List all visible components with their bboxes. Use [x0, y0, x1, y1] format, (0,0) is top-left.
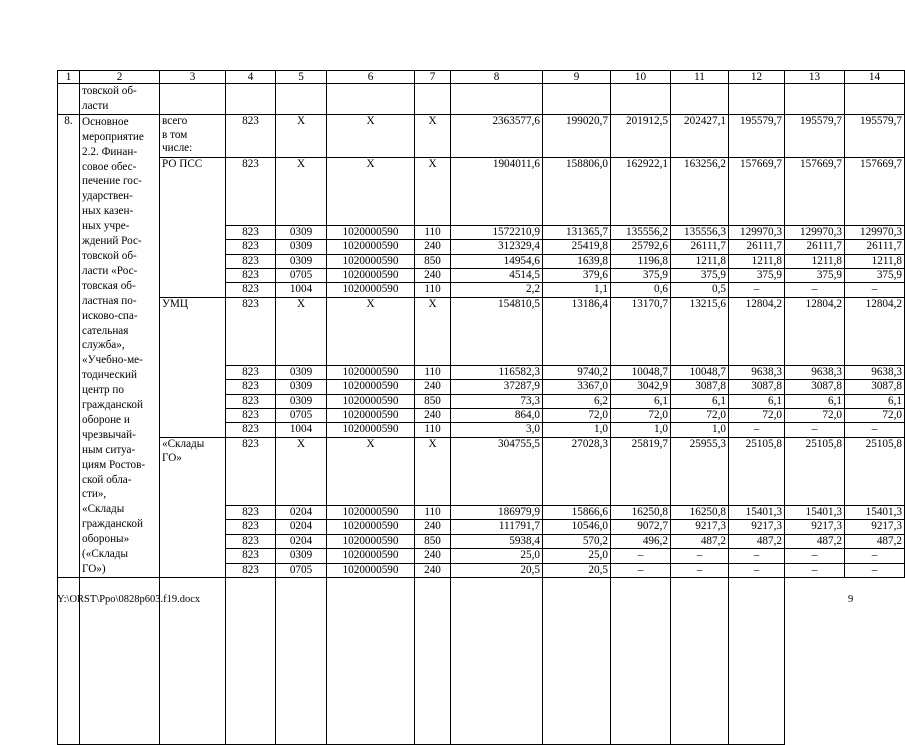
target-code-cell: X: [327, 114, 415, 157]
amount-cell: 135556,2: [611, 225, 671, 239]
empty-cell: [729, 577, 785, 744]
admin-code-cell: 823: [226, 157, 276, 225]
amount-cell: 26111,7: [729, 240, 785, 254]
amount-cell: –: [729, 283, 785, 297]
empty-cell: [415, 577, 451, 744]
column-number-header: 11: [671, 71, 729, 84]
amount-cell: 25819,7: [611, 437, 671, 505]
amount-cell: 25105,8: [729, 437, 785, 505]
amount-cell: 312329,4: [451, 240, 543, 254]
subordinate-label: всего в том числе:: [160, 114, 226, 157]
amount-cell: 13186,4: [543, 297, 611, 365]
section-code-cell: 0204: [276, 520, 327, 534]
amount-cell: 3087,8: [785, 380, 845, 394]
amount-cell: 375,9: [671, 269, 729, 283]
amount-cell: 195579,7: [729, 114, 785, 157]
section-code-cell: X: [276, 114, 327, 157]
amount-cell: 72,0: [543, 409, 611, 423]
target-code-cell: 1020000590: [327, 520, 415, 534]
amount-cell: –: [845, 283, 905, 297]
column-number-header: 5: [276, 71, 327, 84]
empty-cell: [451, 577, 543, 744]
section-code-cell: 0309: [276, 365, 327, 379]
amount-cell: –: [729, 563, 785, 577]
amount-cell: 487,2: [671, 534, 729, 548]
continuation-description: товской об- ласти: [80, 84, 160, 115]
admin-code-cell: 823: [226, 505, 276, 519]
amount-cell: 199020,7: [543, 114, 611, 157]
amount-cell: 487,2: [729, 534, 785, 548]
expense-type-cell: 110: [415, 283, 451, 297]
amount-cell: 9217,3: [671, 520, 729, 534]
amount-cell: –: [845, 423, 905, 437]
target-code-cell: 1020000590: [327, 549, 415, 563]
expense-type-cell: 110: [415, 505, 451, 519]
amount-cell: 375,9: [845, 269, 905, 283]
amount-cell: 25792,6: [611, 240, 671, 254]
section-code-cell: X: [276, 437, 327, 505]
amount-cell: 131365,7: [543, 225, 611, 239]
amount-cell: 154810,5: [451, 297, 543, 365]
amount-cell: 72,0: [845, 409, 905, 423]
expense-type-cell: 240: [415, 380, 451, 394]
empty-cell: [226, 84, 276, 115]
target-code-cell: 1020000590: [327, 365, 415, 379]
amount-cell: 2363577,6: [451, 114, 543, 157]
amount-cell: 375,9: [729, 269, 785, 283]
amount-cell: 487,2: [845, 534, 905, 548]
empty-cell: [611, 577, 671, 744]
amount-cell: 1196,8: [611, 254, 671, 268]
expense-type-cell: 240: [415, 520, 451, 534]
amount-cell: 25105,8: [785, 437, 845, 505]
amount-cell: 37287,9: [451, 380, 543, 394]
amount-cell: 9217,3: [785, 520, 845, 534]
amount-cell: 20,5: [543, 563, 611, 577]
admin-code-cell: 823: [226, 563, 276, 577]
empty-cell: [58, 84, 80, 115]
expense-type-cell: 110: [415, 365, 451, 379]
amount-cell: 570,2: [543, 534, 611, 548]
target-code-cell: 1020000590: [327, 283, 415, 297]
amount-cell: –: [785, 283, 845, 297]
target-code-cell: 1020000590: [327, 534, 415, 548]
amount-cell: 1639,8: [543, 254, 611, 268]
amount-cell: 9740,2: [543, 365, 611, 379]
amount-cell: 5938,4: [451, 534, 543, 548]
amount-cell: 163256,2: [671, 157, 729, 225]
header-row: [58, 71, 905, 84]
amount-cell: 4514,5: [451, 269, 543, 283]
target-code-cell: X: [327, 437, 415, 505]
empty-cell: [611, 84, 671, 115]
amount-cell: 14954,6: [451, 254, 543, 268]
section-code-cell: 0204: [276, 505, 327, 519]
amount-cell: 27028,3: [543, 437, 611, 505]
amount-cell: 25419,8: [543, 240, 611, 254]
section-code-cell: 0309: [276, 225, 327, 239]
table-row: [58, 437, 905, 505]
amount-cell: 1211,8: [729, 254, 785, 268]
empty-cell: [543, 577, 611, 744]
amount-cell: 9638,3: [845, 365, 905, 379]
column-number-header: 12: [729, 71, 785, 84]
amount-cell: 16250,8: [611, 505, 671, 519]
admin-code-cell: 823: [226, 254, 276, 268]
amount-cell: –: [785, 549, 845, 563]
target-code-cell: 1020000590: [327, 380, 415, 394]
amount-cell: 6,1: [611, 394, 671, 408]
amount-cell: 3087,8: [729, 380, 785, 394]
amount-cell: 9217,3: [729, 520, 785, 534]
admin-code-cell: 823: [226, 240, 276, 254]
amount-cell: 10048,7: [611, 365, 671, 379]
target-code-cell: X: [327, 297, 415, 365]
amount-cell: 157669,7: [845, 157, 905, 225]
amount-cell: 72,0: [729, 409, 785, 423]
empty-cell: [327, 577, 415, 744]
amount-cell: 375,9: [785, 269, 845, 283]
amount-cell: 379,6: [543, 269, 611, 283]
amount-cell: 2,2: [451, 283, 543, 297]
target-code-cell: 1020000590: [327, 269, 415, 283]
section-code-cell: 0204: [276, 534, 327, 548]
admin-code-cell: 823: [226, 534, 276, 548]
amount-cell: 158806,0: [543, 157, 611, 225]
section-code-cell: X: [276, 297, 327, 365]
table-row: [58, 297, 905, 365]
amount-cell: 20,5: [451, 563, 543, 577]
subordinate-label: УМЦ: [160, 297, 226, 437]
empty-cell: [276, 577, 327, 744]
amount-cell: 72,0: [611, 409, 671, 423]
expense-type-cell: 850: [415, 534, 451, 548]
amount-cell: –: [845, 563, 905, 577]
admin-code-cell: 823: [226, 297, 276, 365]
amount-cell: 0,5: [671, 283, 729, 297]
amount-cell: 9217,3: [845, 520, 905, 534]
section-code-cell: 0705: [276, 409, 327, 423]
amount-cell: 26111,7: [845, 240, 905, 254]
column-number-header: 1: [58, 71, 80, 84]
amount-cell: 10048,7: [671, 365, 729, 379]
continuation-row: [58, 84, 905, 115]
amount-cell: 6,2: [543, 394, 611, 408]
empty-cell: [327, 84, 415, 115]
measure-description: Основное мероприятие 2.2. Финан- совое обес- печение гос- ударствен- ных казен- ных учре- ждений Рос- товской об- ласти «Рос- товская об- ластная по- исково-спа- сательная служба», «Учебно-ме- тодический центр по гражданской обороне и чрезвычай- ным ситуа- циям Ростов- ской обла- сти», «Склады гражданской обороны» («Склады ГО»): [80, 114, 160, 577]
amount-cell: 487,2: [785, 534, 845, 548]
admin-code-cell: 823: [226, 380, 276, 394]
subordinate-label: «Склады ГО»: [160, 437, 226, 577]
amount-cell: –: [785, 423, 845, 437]
section-code-cell: 1004: [276, 283, 327, 297]
amount-cell: 1,1: [543, 283, 611, 297]
amount-cell: 15866,6: [543, 505, 611, 519]
target-code-cell: 1020000590: [327, 505, 415, 519]
expense-type-cell: X: [415, 114, 451, 157]
amount-cell: 157669,7: [785, 157, 845, 225]
amount-cell: 201912,5: [611, 114, 671, 157]
amount-cell: 1,0: [611, 423, 671, 437]
amount-cell: 73,3: [451, 394, 543, 408]
column-number-header: 9: [543, 71, 611, 84]
expense-type-cell: 850: [415, 254, 451, 268]
column-number-header: 13: [785, 71, 845, 84]
amount-cell: 195579,7: [845, 114, 905, 157]
target-code-cell: 1020000590: [327, 409, 415, 423]
amount-cell: 304755,5: [451, 437, 543, 505]
column-number-header: 10: [611, 71, 671, 84]
amount-cell: 0,6: [611, 283, 671, 297]
amount-cell: 9072,7: [611, 520, 671, 534]
amount-cell: 129970,3: [729, 225, 785, 239]
amount-cell: 3367,0: [543, 380, 611, 394]
amount-cell: 25,0: [543, 549, 611, 563]
target-code-cell: 1020000590: [327, 394, 415, 408]
expense-type-cell: 240: [415, 409, 451, 423]
amount-cell: 25105,8: [845, 437, 905, 505]
table-row: [58, 114, 905, 157]
column-number-header: 14: [845, 71, 905, 84]
target-code-cell: 1020000590: [327, 254, 415, 268]
amount-cell: 496,2: [611, 534, 671, 548]
amount-cell: 129970,3: [785, 225, 845, 239]
target-code-cell: 1020000590: [327, 225, 415, 239]
table-row: [58, 157, 905, 225]
empty-cell: [785, 84, 845, 115]
empty-cell: [226, 577, 276, 744]
amount-cell: 72,0: [785, 409, 845, 423]
budget-table: [57, 70, 905, 745]
admin-code-cell: 823: [226, 225, 276, 239]
footer-page-number: 9: [848, 594, 854, 605]
column-number-header: 6: [327, 71, 415, 84]
column-number-header: 3: [160, 71, 226, 84]
empty-cell: [276, 84, 327, 115]
empty-cell: [543, 84, 611, 115]
subordinate-label: РО ПСС: [160, 157, 226, 297]
expense-type-cell: 240: [415, 240, 451, 254]
column-number-header: 8: [451, 71, 543, 84]
amount-cell: 157669,7: [729, 157, 785, 225]
amount-cell: 3,0: [451, 423, 543, 437]
section-code-cell: 0705: [276, 563, 327, 577]
column-number-header: 4: [226, 71, 276, 84]
amount-cell: 1211,8: [785, 254, 845, 268]
amount-cell: 3087,8: [845, 380, 905, 394]
admin-code-cell: 823: [226, 365, 276, 379]
target-code-cell: 1020000590: [327, 240, 415, 254]
amount-cell: –: [729, 423, 785, 437]
expense-type-cell: 110: [415, 423, 451, 437]
section-code-cell: 0309: [276, 254, 327, 268]
amount-cell: –: [611, 549, 671, 563]
amount-cell: –: [845, 549, 905, 563]
admin-code-cell: 823: [226, 549, 276, 563]
target-code-cell: 1020000590: [327, 423, 415, 437]
amount-cell: 15401,3: [845, 505, 905, 519]
amount-cell: 12804,2: [845, 297, 905, 365]
admin-code-cell: 823: [226, 423, 276, 437]
section-code-cell: 0309: [276, 394, 327, 408]
amount-cell: 16250,8: [671, 505, 729, 519]
amount-cell: 12804,2: [729, 297, 785, 365]
amount-cell: 10546,0: [543, 520, 611, 534]
expense-type-cell: 850: [415, 394, 451, 408]
admin-code-cell: 823: [226, 437, 276, 505]
amount-cell: 6,1: [729, 394, 785, 408]
amount-cell: 1,0: [543, 423, 611, 437]
amount-cell: 6,1: [785, 394, 845, 408]
amount-cell: –: [671, 563, 729, 577]
admin-code-cell: 823: [226, 409, 276, 423]
amount-cell: 15401,3: [729, 505, 785, 519]
section-code-cell: 0309: [276, 549, 327, 563]
admin-code-cell: 823: [226, 114, 276, 157]
empty-cell: [729, 84, 785, 115]
amount-cell: 9638,3: [785, 365, 845, 379]
amount-cell: 195579,7: [785, 114, 845, 157]
target-code-cell: X: [327, 157, 415, 225]
amount-cell: 116582,3: [451, 365, 543, 379]
expense-type-cell: 240: [415, 563, 451, 577]
amount-cell: 15401,3: [785, 505, 845, 519]
amount-cell: –: [611, 563, 671, 577]
empty-cell: [451, 84, 543, 115]
expense-type-cell: 240: [415, 549, 451, 563]
amount-cell: 111791,7: [451, 520, 543, 534]
amount-cell: 1572210,9: [451, 225, 543, 239]
empty-cell: [671, 84, 729, 115]
amount-cell: 25,0: [451, 549, 543, 563]
section-code-cell: 0309: [276, 380, 327, 394]
amount-cell: –: [729, 549, 785, 563]
column-number-header: 7: [415, 71, 451, 84]
amount-cell: 202427,1: [671, 114, 729, 157]
item-number: 8.: [58, 114, 80, 577]
expense-type-cell: X: [415, 437, 451, 505]
target-code-cell: 1020000590: [327, 563, 415, 577]
empty-cell: [845, 84, 905, 115]
amount-cell: 135556,3: [671, 225, 729, 239]
column-number-header: 2: [80, 71, 160, 84]
amount-cell: 13170,7: [611, 297, 671, 365]
section-code-cell: 0309: [276, 240, 327, 254]
empty-cell: [160, 84, 226, 115]
amount-cell: 1211,8: [671, 254, 729, 268]
amount-cell: 1,0: [671, 423, 729, 437]
amount-cell: 3087,8: [671, 380, 729, 394]
empty-cell: [671, 577, 729, 744]
amount-cell: –: [785, 563, 845, 577]
section-code-cell: 1004: [276, 423, 327, 437]
amount-cell: 6,1: [845, 394, 905, 408]
admin-code-cell: 823: [226, 283, 276, 297]
amount-cell: –: [671, 549, 729, 563]
section-code-cell: 0705: [276, 269, 327, 283]
amount-cell: 9638,3: [729, 365, 785, 379]
amount-cell: 12804,2: [785, 297, 845, 365]
amount-cell: 864,0: [451, 409, 543, 423]
expense-type-cell: X: [415, 157, 451, 225]
admin-code-cell: 823: [226, 520, 276, 534]
amount-cell: 186979,9: [451, 505, 543, 519]
expense-type-cell: 110: [415, 225, 451, 239]
amount-cell: 129970,3: [845, 225, 905, 239]
amount-cell: 1904011,6: [451, 157, 543, 225]
amount-cell: 13215,6: [671, 297, 729, 365]
footer-file-path: Y:\ORST\Ppo\0828p603.f19.docx: [57, 594, 201, 605]
expense-type-cell: X: [415, 297, 451, 365]
section-code-cell: X: [276, 157, 327, 225]
amount-cell: 6,1: [671, 394, 729, 408]
amount-cell: 162922,1: [611, 157, 671, 225]
amount-cell: 26111,7: [671, 240, 729, 254]
admin-code-cell: 823: [226, 394, 276, 408]
expense-type-cell: 240: [415, 269, 451, 283]
amount-cell: 3042,9: [611, 380, 671, 394]
amount-cell: 1211,8: [845, 254, 905, 268]
amount-cell: 72,0: [671, 409, 729, 423]
admin-code-cell: 823: [226, 269, 276, 283]
amount-cell: 26111,7: [785, 240, 845, 254]
empty-cell: [415, 84, 451, 115]
amount-cell: 375,9: [611, 269, 671, 283]
amount-cell: 25955,3: [671, 437, 729, 505]
